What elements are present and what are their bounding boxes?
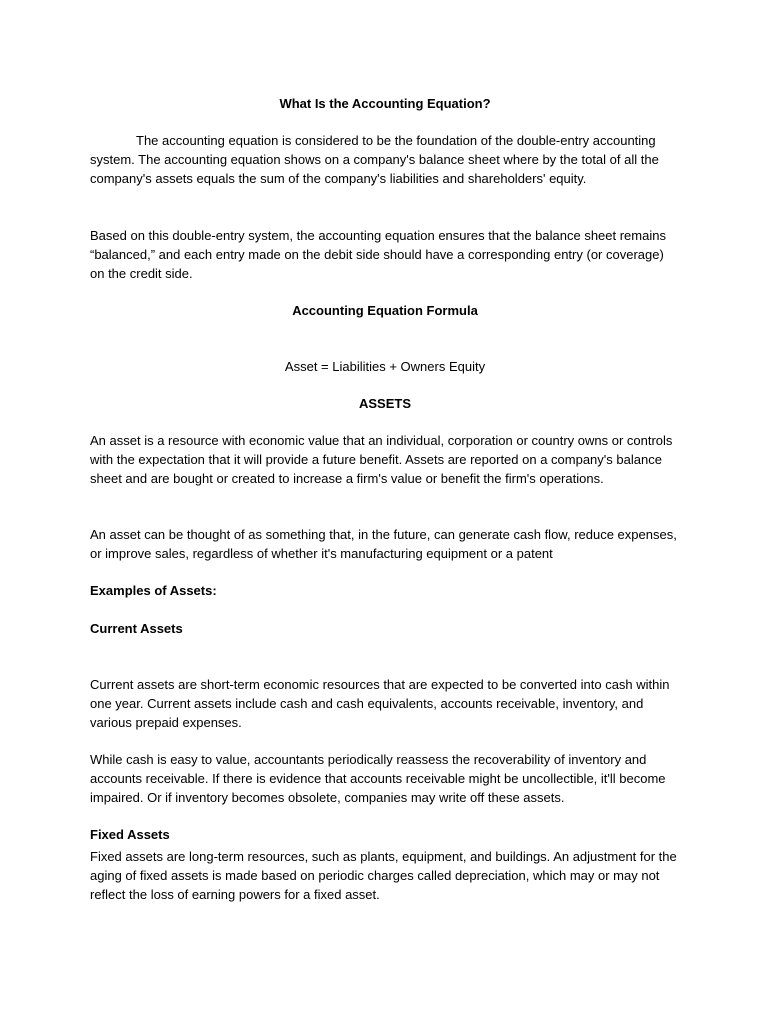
document-title: What Is the Accounting Equation? bbox=[279, 96, 491, 111]
current-assets-paragraph: Current assets are short-term economic resources that are expected to be converted into cash within one year. Current assets include cash and cash equivalents, accounts receivable, inventory, and various prepaid expenses. bbox=[90, 677, 670, 730]
intro-paragraph: The accounting equation is considered to be the foundation of the double-entry accounting system. The accounting equation shows on a company's balance sheet where by the total of all the company's assets equals the sum of the company's liabilities and shareholders' equity. bbox=[90, 133, 659, 186]
fixed-assets-heading: Fixed Assets bbox=[90, 827, 170, 842]
accounting-formula: Asset = Liabilities + Owners Equity bbox=[284, 359, 486, 374]
asset-thought-paragraph: An asset can be thought of as something that, in the future, can generate cash flow, reduce expenses, or improve sales, regardless of whether it's manufacturing equipment or a patent bbox=[90, 527, 677, 561]
asset-definition-paragraph: An asset is a resource with economic value that an individual, corporation or country owns or controls with the expectation that it will provide a future benefit. Assets are reported on a company's balance sheet and are bought or created to increase a firm's value or benefit the firm's operations. bbox=[90, 433, 673, 486]
formula-heading: Accounting Equation Formula bbox=[292, 303, 478, 318]
assets-heading: ASSETS bbox=[358, 396, 411, 411]
current-assets-heading: Current Assets bbox=[90, 621, 183, 636]
examples-heading: Examples of Assets: bbox=[90, 583, 217, 598]
fixed-assets-paragraph: Fixed assets are long-term resources, such as plants, equipment, and buildings. An adjustment for the aging of fixed assets is made based on periodic charges called depreciation, which may or may not reflect the loss of earning powers for a fixed asset. bbox=[90, 849, 677, 902]
double-entry-paragraph: Based on this double-entry system, the accounting equation ensures that the balance sheet remains “balanced,” and each entry made on the debit side should have a corresponding entry (or coverage) on the credit side. bbox=[90, 228, 666, 281]
reassess-paragraph: While cash is easy to value, accountants periodically reassess the recoverability of inventory and accounts receivable. If there is evidence that accounts receivable might be uncollectible, it'll become impaired. Or if inventory becomes obsolete, companies may write off these assets. bbox=[90, 752, 666, 805]
